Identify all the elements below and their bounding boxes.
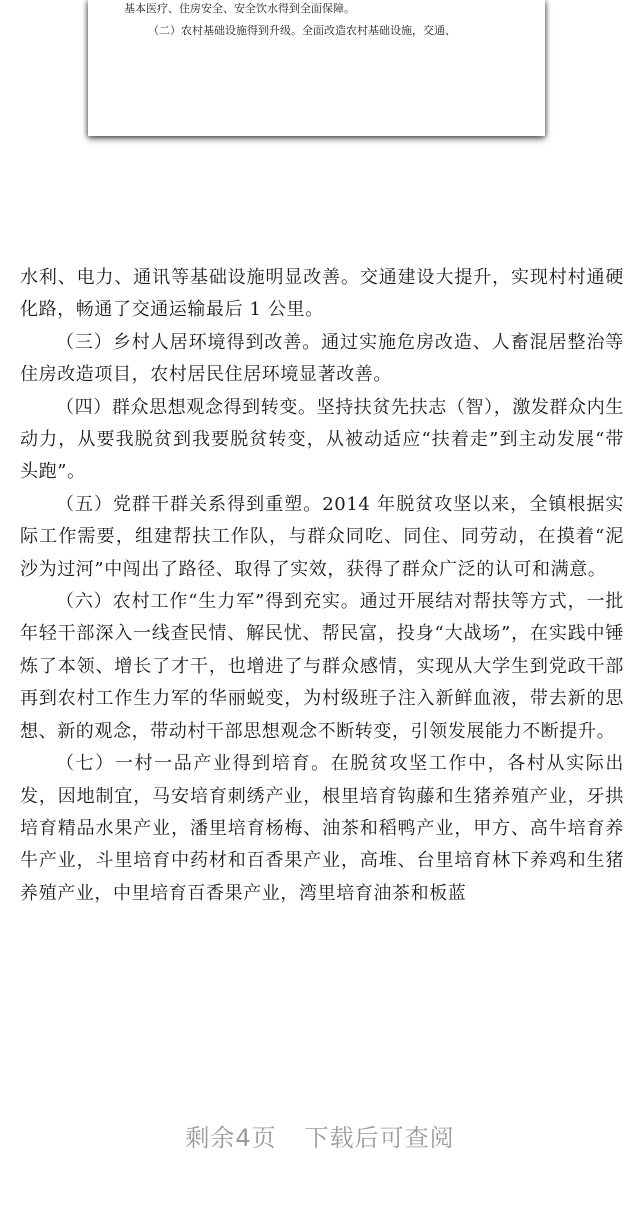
paragraph-item-4: （四）群众思想观念得到转变。坚持扶贫先扶志（智），激发群众内生动力，从要我脱贫到我要脱贫转变，从被动适应“扶着走”到主动发展“带头跑”。 [20,396,624,483]
paragraph-item-7: （七）一村一品产业得到培育。在脱贫攻坚工作中，各村从实际出发，因地制宜，马安培育刺绣产业，根里培育钩藤和生猪养殖产业，牙拱培育精品水果产业，潘里培育杨梅、油茶和稻鸭产业，甲方、高牛培育养牛产业，斗里培育中药材和百香果产业，高堆、台里培育林下养鸡和生猪养殖产业，中里培育百香果产业，湾里培育油茶和板蓝 [20,753,624,904]
paragraph-item-3: （三）乡村人居环境得到改善。通过实施危房改造、人畜混居整治等住房改造项目，农村居民住居环境显著改善。 [20,331,624,386]
download-link[interactable] [185,1118,454,1158]
paragraph-continuation: 水利、电力、通讯等基础设施明显改善。交通建设大提升，实现村村通硬化路，畅通了交通运输最后 1 公里。 [20,267,624,321]
paragraph-item-6: （六）农村工作“生力军”得到充实。通过开展结对帮扶等方式，一批年轻干部深入一线查民情、解民忧、帮民富，投身“大战场”，在实践中锤炼了本领、增长了才干，也增进了与群众感情，实现从大学生到党政干部再到农村工作生力军的华丽蜕变，为村级班子注入新鲜血液，带去新的思想、新的观念，带动村干部思想观念不断转变，引领发展能力不断提升。 [20,591,624,742]
document-body [20,262,624,910]
download-to-view-label: 下载后可查阅 [304,1124,455,1152]
download-prompt [0,1118,640,1178]
previous-page-preview [88,0,545,136]
paragraph-item-5: （五）党群干群关系得到重塑。2014 年脱贫攻坚以来，全镇根据实际工作需要，组建帮扶工作队，与群众同吃、同住、同劳动，在摸着“泥沙为过河”中闯出了路径、取得了实效，获得了群众广泛的认可和满意。 [20,493,624,580]
preview-line: 基本医疗、住房安全、安全饮水得到全面保障。 [124,2,355,15]
remaining-pages-label: 剩余4页 [185,1124,277,1152]
preview-line: （二）农村基础设施得到升级。全面改造农村基础设施，交通、 [148,24,456,37]
